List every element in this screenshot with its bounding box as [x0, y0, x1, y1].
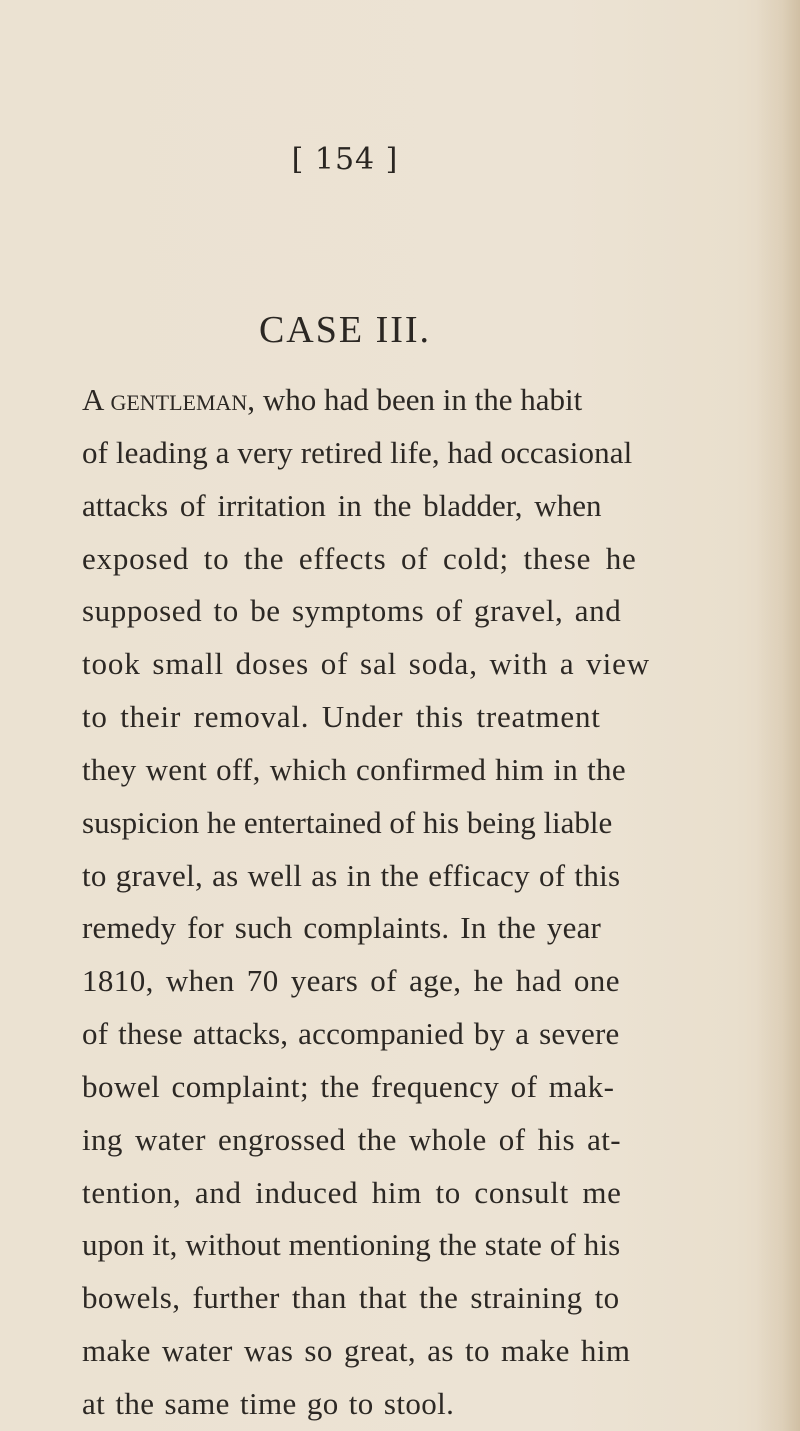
text-line-16: tention, and induced him to consult me [82, 1175, 622, 1210]
opening-word: A [82, 382, 103, 417]
case-heading: CASE III. [258, 309, 432, 351]
text-line-7: to their removal. Under this treatment [82, 699, 601, 734]
text-line-4: exposed to the effects of cold; these he [82, 541, 637, 576]
text-line-15: ing water engrossed the whole of his at- [82, 1122, 622, 1157]
opening-smallcaps: gentleman, [110, 382, 256, 417]
text-line-10: to gravel, as well as in the efficacy of this [82, 858, 621, 893]
text-line-1 [82, 384, 582, 415]
text-line-13: of these attacks, accompanied by a severe [82, 1016, 620, 1051]
text-line-5: supposed to be symptoms of gravel, and [82, 593, 622, 628]
text-line-18: bowels, further than that the straining to [82, 1280, 620, 1315]
text-line-9: suspicion he entertained of his being liable [82, 805, 613, 840]
text-line-8: they went off, which confirmed him in the [82, 752, 626, 787]
text-line-6: took small doses of sal soda, with a view [82, 646, 651, 681]
text-line-1-rest: who had been in the habit [255, 382, 583, 417]
page-number: [ 154 ] [291, 142, 399, 177]
text-line-3: attacks of irritation in the bladder, when [82, 488, 602, 523]
page-edge-shadow [756, 0, 800, 1431]
text-line-19: make water was so great, as to make him [82, 1333, 631, 1368]
text-line-12: 1810, when 70 years of age, he had one [82, 963, 620, 998]
text-line-17: upon it, without mentioning the state of his [82, 1227, 621, 1262]
text-line-20: at the same time go to stool. [82, 1386, 455, 1421]
text-line-2: of leading a very retired life, had occasional [82, 435, 633, 470]
text-line-14: bowel complaint; the frequency of mak- [82, 1069, 615, 1104]
text-line-11: remedy for such complaints. In the year [82, 910, 602, 945]
